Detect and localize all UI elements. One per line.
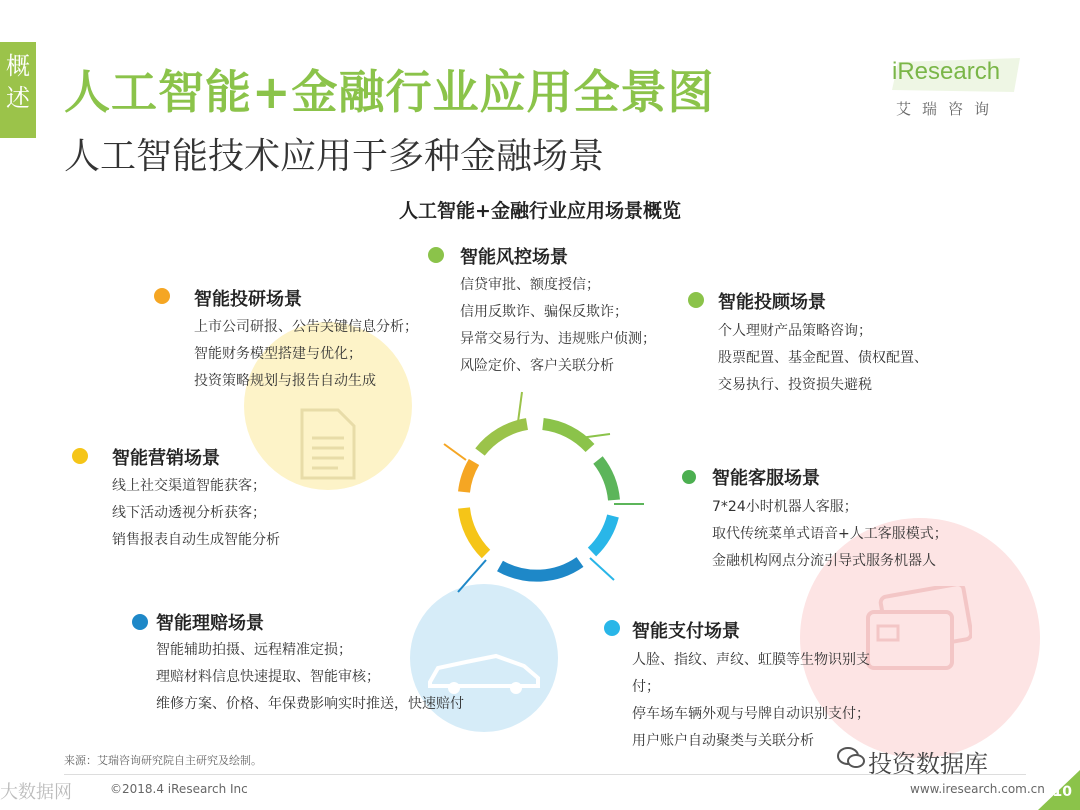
- ring-segment-payment: [592, 516, 613, 552]
- claims-title: 智能理赔场景: [156, 613, 264, 634]
- claims-item: 维修方案、价格、年保费影响实时推送，快速赔付: [156, 696, 464, 712]
- section-tab: [0, 42, 36, 138]
- ring-segment-service: [598, 460, 614, 500]
- page-number: 10: [1052, 784, 1072, 800]
- advisor-item: 交易执行、投资损失避税: [718, 377, 872, 393]
- research-title: 智能投研场景: [194, 289, 302, 310]
- ring-segment-research: [464, 462, 474, 492]
- diagram-title: 人工智能+金融行业应用场景概览: [399, 200, 681, 222]
- copyright: ©2018.4 iResearch Inc: [110, 782, 248, 796]
- claims-dot: [132, 614, 148, 630]
- page-number-badge: [1038, 770, 1080, 810]
- risk-title: 智能风控场景: [460, 247, 568, 268]
- ring-segment-marketing: [464, 508, 486, 554]
- advisor-item: 个人理财产品策略咨询；: [718, 323, 872, 339]
- risk-item: 风险定价、客户关联分析: [460, 358, 614, 374]
- wechat-icon: [836, 746, 866, 770]
- risk-items: [460, 272, 656, 380]
- risk-item: 信用反欺诈、骗保反欺诈；: [460, 304, 628, 320]
- risk-item: 异常交易行为、违规账户侦测；: [460, 331, 656, 347]
- research-item: 投资策略规划与报告自动生成: [194, 373, 376, 389]
- advisor-items: [718, 318, 928, 399]
- scene-ring: [430, 388, 650, 608]
- watermark-left: 大数据网: [0, 782, 72, 803]
- payment-title: 智能支付场景: [632, 621, 740, 642]
- logo-word: iResearch: [892, 58, 1001, 85]
- page-title: 人工智能+金融行业应用全景图: [64, 65, 715, 119]
- ring-segment-claims: [500, 562, 580, 576]
- claims-items: [156, 637, 464, 718]
- service-dot: [682, 470, 696, 484]
- risk-dot: [428, 247, 444, 263]
- marketing-dot: [72, 448, 88, 464]
- service-items: [712, 494, 948, 575]
- research-items: [194, 314, 418, 395]
- research-item: 上市公司研报、公告关键信息分析；: [194, 319, 418, 335]
- service-item: 7*24小时机器人客服；: [712, 499, 858, 515]
- section-tab-line2: 述: [6, 84, 30, 112]
- research-dot: [154, 288, 170, 304]
- advisor-item: 股票配置、基金配置、债权配置、: [718, 350, 928, 366]
- service-item: 取代传统菜单式语音+人工客服模式；: [712, 526, 948, 542]
- payment-items: [632, 647, 870, 755]
- advisor-title: 智能投顾场景: [718, 292, 826, 313]
- claims-item: 智能辅助拍摄、远程精准定损；: [156, 642, 352, 658]
- source-note: 来源：艾瑞咨询研究院自主研究及绘制。: [64, 754, 262, 767]
- claims-item: 理赔材料信息快速提取、智能审核；: [156, 669, 380, 685]
- risk-item: 信贷审批、额度授信；: [460, 277, 600, 293]
- advisor-dot: [688, 292, 704, 308]
- document-icon: [298, 408, 358, 480]
- page-subtitle: 人工智能技术应用于多种金融场景: [64, 136, 605, 177]
- research-item: 智能财务模型搭建与优化；: [194, 346, 362, 362]
- watermark: 投资数据库: [868, 750, 988, 778]
- marketing-item: 线下活动透视分析获客；: [112, 505, 266, 521]
- logo-cn: 艾瑞咨询: [896, 100, 1001, 118]
- payment-item: 人脸、指纹、声纹、虹膜等生物识别支: [632, 652, 870, 668]
- payment-item: 付；: [632, 679, 660, 695]
- payment-item: 用户账户自动聚类与关联分析: [632, 733, 814, 749]
- marketing-item: 线上社交渠道智能获客；: [112, 478, 266, 494]
- ring-segment-advisor: [543, 424, 590, 448]
- payment-dot: [604, 620, 620, 636]
- service-title: 智能客服场景: [712, 468, 820, 489]
- logo: [892, 58, 1022, 128]
- section-tab-line1: 概: [6, 52, 30, 80]
- credit-card-icon: [862, 586, 972, 676]
- ring-segment-risk: [480, 424, 527, 452]
- marketing-title: 智能营销场景: [112, 448, 220, 469]
- marketing-item: 销售报表自动生成智能分析: [112, 532, 280, 548]
- marketing-items: [112, 473, 280, 554]
- service-item: 金融机构网点分流引导式服务机器人: [712, 553, 936, 569]
- payment-item: 停车场车辆外观与号牌自动识别支付；: [632, 706, 870, 722]
- website: www.iresearch.com.cn: [910, 782, 1045, 796]
